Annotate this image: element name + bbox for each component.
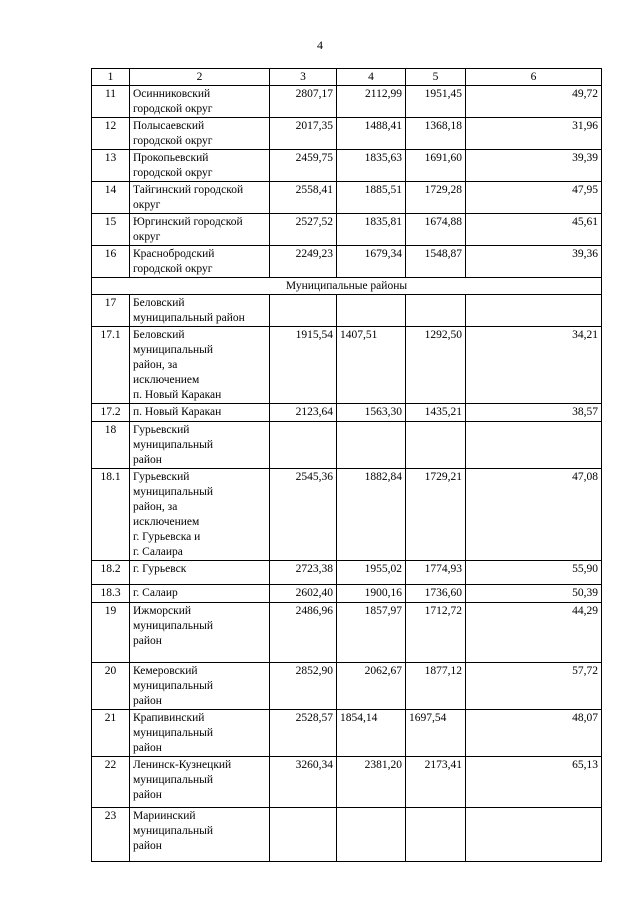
territory-name-line: Осинниковский — [133, 88, 211, 100]
value-cell-4: 2062,67 — [337, 663, 406, 710]
row-number: 14 — [92, 182, 130, 214]
value-cell-5: 1435,21 — [406, 404, 466, 422]
row-number: 17 — [92, 295, 130, 327]
value-cell-4: 1882,84 — [337, 469, 406, 561]
section-title: Муниципальные районы — [92, 278, 602, 295]
table-row — [92, 585, 602, 603]
territory-name-line: исключением — [133, 374, 200, 386]
table-row — [92, 86, 602, 118]
value-cell-5: 1774,93 — [406, 561, 466, 585]
value-cell-4: 1900,16 — [337, 585, 406, 603]
territory-name-line: район, за — [133, 359, 178, 371]
territory-name-line: муниципальный — [133, 825, 214, 837]
territory-name-line: Ленинск-Кузнецкий — [133, 759, 232, 771]
value-cell-6 — [466, 422, 602, 469]
table-row — [92, 182, 602, 214]
territory-name — [130, 561, 270, 585]
territory-name-line: Прокопьевский — [133, 152, 209, 164]
value-cell-6: 39,39 — [466, 150, 602, 182]
value-cell-5: 1691,60 — [406, 150, 466, 182]
value-cell-3: 2459,75 — [270, 150, 337, 182]
territory-name-line: Гурьевский — [133, 424, 190, 436]
territory-name — [130, 710, 270, 757]
value-cell-3: 2602,40 — [270, 585, 337, 603]
table-row — [92, 404, 602, 422]
row-number: 18 — [92, 422, 130, 469]
value-cell-6: 45,61 — [466, 214, 602, 246]
value-cell-5 — [406, 295, 466, 327]
value-cell-6: 47,08 — [466, 469, 602, 561]
value-cell-3: 2486,96 — [270, 603, 337, 663]
territory-name-line: район, за — [133, 501, 178, 513]
value-cell-4: 2112,99 — [337, 86, 406, 118]
territory-name-line: район — [133, 635, 162, 647]
value-cell-4: 1488,41 — [337, 118, 406, 150]
value-cell-5: 1712,72 — [406, 603, 466, 663]
territory-name-line: п. Новый Каракан — [133, 406, 222, 418]
territory-name-line: Мариинский — [133, 810, 196, 822]
row-number: 20 — [92, 663, 130, 710]
table-row — [92, 150, 602, 182]
territory-name-line: Беловский — [133, 297, 185, 309]
value-cell-3 — [270, 422, 337, 469]
header-cell: 6 — [466, 69, 602, 86]
value-cell-3: 2527,52 — [270, 214, 337, 246]
territory-name-line: Кемеровский — [133, 665, 198, 677]
value-cell-6: 57,72 — [466, 663, 602, 710]
territory-name — [130, 663, 270, 710]
table-row — [92, 118, 602, 150]
value-cell-6: 38,57 — [466, 404, 602, 422]
territory-name-line: район — [133, 840, 162, 852]
value-cell-4: 1679,34 — [337, 246, 406, 278]
header-cell: 2 — [130, 69, 270, 86]
value-cell-4 — [337, 422, 406, 469]
row-number: 13 — [92, 150, 130, 182]
table-row — [92, 561, 602, 585]
territory-name-line: Гурьевский — [133, 471, 190, 483]
value-cell-5: 1548,87 — [406, 246, 466, 278]
territory-name-line: Тайгинский городской — [133, 184, 244, 196]
territory-name-line: п. Новый Каракан — [133, 389, 222, 401]
table-row — [92, 710, 602, 757]
territory-name — [130, 469, 270, 561]
territory-name-line: городской округ — [133, 103, 213, 115]
value-cell-4: 1563,30 — [337, 404, 406, 422]
value-cell-6: 49,72 — [466, 86, 602, 118]
row-number: 18.3 — [92, 585, 130, 603]
row-number: 22 — [92, 757, 130, 808]
territory-name — [130, 327, 270, 404]
table-row — [92, 214, 602, 246]
value-cell-6: 34,21 — [466, 327, 602, 404]
value-cell-3: 2545,36 — [270, 469, 337, 561]
value-cell-4: 1857,97 — [337, 603, 406, 663]
row-number: 17.1 — [92, 327, 130, 404]
table-row — [92, 246, 602, 278]
value-cell-6: 65,13 — [466, 757, 602, 808]
value-cell-5: 1951,45 — [406, 86, 466, 118]
row-number: 21 — [92, 710, 130, 757]
value-cell-4 — [337, 295, 406, 327]
territory-name-line: Полысаевский — [133, 120, 205, 132]
territory-name-line: г. Гурьевска и — [133, 531, 201, 543]
territory-name-line: Ижморский — [133, 605, 192, 617]
value-cell-4: 1835,81 — [337, 214, 406, 246]
table-body — [92, 69, 602, 862]
territory-name — [130, 295, 270, 327]
value-cell-5: 1292,50 — [406, 327, 466, 404]
territory-name-line: муниципальный — [133, 344, 214, 356]
row-number: 18.2 — [92, 561, 130, 585]
territory-name-line: г. Салаир — [133, 587, 178, 599]
value-cell-4: 1407,51 — [337, 327, 406, 404]
territory-name-line: городской округ — [133, 167, 213, 179]
territory-name-line: округ — [133, 231, 161, 243]
territory-name-line: муниципальный — [133, 486, 214, 498]
value-cell-3 — [270, 808, 337, 862]
territory-name-line: район — [133, 789, 162, 801]
header-cell: 1 — [92, 69, 130, 86]
territory-name — [130, 246, 270, 278]
table-row — [92, 663, 602, 710]
value-cell-5: 1368,18 — [406, 118, 466, 150]
value-cell-3: 2558,41 — [270, 182, 337, 214]
territory-name-line: муниципальный — [133, 727, 214, 739]
territory-name-line: район — [133, 454, 162, 466]
territory-name — [130, 118, 270, 150]
value-cell-5: 1729,28 — [406, 182, 466, 214]
table-row — [92, 757, 602, 808]
value-cell-6 — [466, 808, 602, 862]
section-row — [92, 278, 602, 295]
value-cell-5: 1729,21 — [406, 469, 466, 561]
territory-name-line: Юргинский городской — [133, 216, 243, 228]
value-cell-4: 1835,63 — [337, 150, 406, 182]
territory-name-line: исключением — [133, 516, 200, 528]
value-cell-5: 1736,60 — [406, 585, 466, 603]
territory-name — [130, 182, 270, 214]
value-cell-6: 50,39 — [466, 585, 602, 603]
value-cell-3: 2852,90 — [270, 663, 337, 710]
header-cell: 4 — [337, 69, 406, 86]
value-cell-3: 2807,17 — [270, 86, 337, 118]
value-cell-3: 2723,38 — [270, 561, 337, 585]
value-cell-5 — [406, 808, 466, 862]
value-cell-6: 55,90 — [466, 561, 602, 585]
territory-name-line: Беловский — [133, 329, 185, 341]
value-cell-3: 3260,34 — [270, 757, 337, 808]
territory-name-line: Краснобродский — [133, 248, 215, 260]
value-cell-3: 2528,57 — [270, 710, 337, 757]
value-cell-6: 44,29 — [466, 603, 602, 663]
value-cell-6: 31,96 — [466, 118, 602, 150]
table-row — [92, 295, 602, 327]
row-number: 18.1 — [92, 469, 130, 561]
territory-name — [130, 422, 270, 469]
header-cell: 3 — [270, 69, 337, 86]
value-cell-5 — [406, 422, 466, 469]
value-cell-4: 1885,51 — [337, 182, 406, 214]
value-cell-3 — [270, 295, 337, 327]
value-cell-5: 1877,12 — [406, 663, 466, 710]
territory-name-line: муниципальный — [133, 774, 214, 786]
value-cell-6: 47,95 — [466, 182, 602, 214]
territory-name-line: округ — [133, 199, 161, 211]
table-row — [92, 469, 602, 561]
territory-name-line: г. Салаира — [133, 546, 183, 558]
value-cell-6 — [466, 295, 602, 327]
row-number: 16 — [92, 246, 130, 278]
value-cell-3: 1915,54 — [270, 327, 337, 404]
territory-name-line: район — [133, 742, 162, 754]
territory-name-line: район — [133, 695, 162, 707]
header-row — [92, 69, 602, 86]
territory-name — [130, 757, 270, 808]
table-row — [92, 808, 602, 862]
value-cell-3: 2123,64 — [270, 404, 337, 422]
value-cell-4: 1955,02 — [337, 561, 406, 585]
territory-name — [130, 404, 270, 422]
territory-name-line: муниципальный — [133, 620, 214, 632]
header-cell: 5 — [406, 69, 466, 86]
page-number: 4 — [317, 38, 323, 52]
territory-name — [130, 214, 270, 246]
territory-name-line: муниципальный — [133, 680, 214, 692]
territory-name-line: муниципальный — [133, 439, 214, 451]
row-number: 17.2 — [92, 404, 130, 422]
value-cell-6: 39,36 — [466, 246, 602, 278]
row-number: 11 — [92, 86, 130, 118]
table-row — [92, 422, 602, 469]
territory-name — [130, 585, 270, 603]
value-cell-3: 2249,23 — [270, 246, 337, 278]
value-cell-3: 2017,35 — [270, 118, 337, 150]
row-number: 23 — [92, 808, 130, 862]
territory-name-line: городской округ — [133, 263, 213, 275]
territory-name — [130, 603, 270, 663]
territory-name-line: городской округ — [133, 135, 213, 147]
row-number: 15 — [92, 214, 130, 246]
table-row — [92, 603, 602, 663]
territory-name-line: муниципальный район — [133, 312, 245, 324]
territory-name — [130, 150, 270, 182]
table-row — [92, 327, 602, 404]
row-number: 19 — [92, 603, 130, 663]
territory-name — [130, 808, 270, 862]
territory-name-line: Крапивинский — [133, 712, 205, 724]
value-cell-4 — [337, 808, 406, 862]
territory-name-line: г. Гурьевск — [133, 563, 187, 575]
row-number: 12 — [92, 118, 130, 150]
value-cell-4: 1854,14 — [337, 710, 406, 757]
value-cell-5: 1674,88 — [406, 214, 466, 246]
value-cell-6: 48,07 — [466, 710, 602, 757]
territory-name — [130, 86, 270, 118]
value-cell-4: 2381,20 — [337, 757, 406, 808]
value-cell-5: 2173,41 — [406, 757, 466, 808]
tariff-table — [91, 68, 602, 862]
value-cell-5: 1697,54 — [406, 710, 466, 757]
